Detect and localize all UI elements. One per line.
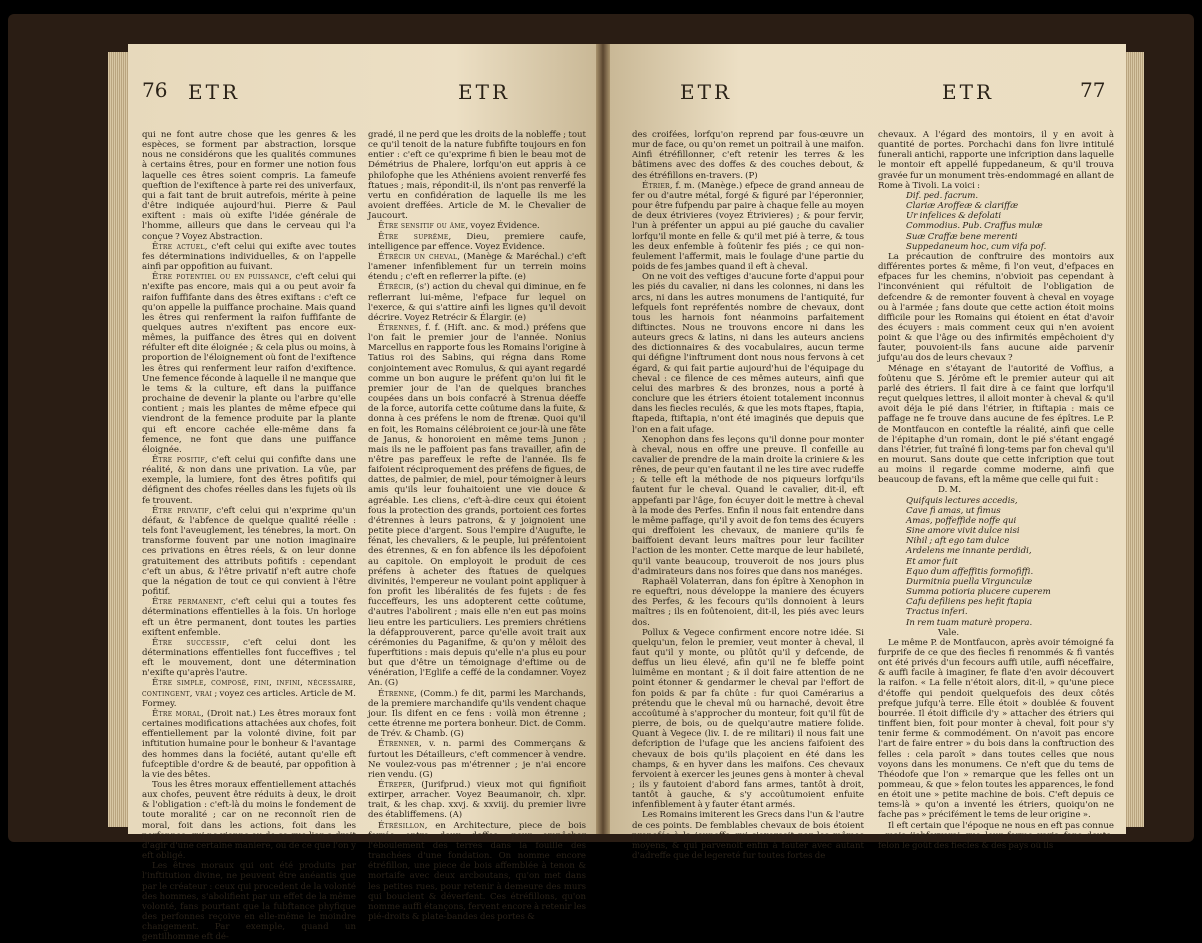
entry-text: , (Droit nat.) Les êtres moraux font certaines modifications attachées aux chofes, foit effentiellement par la volonté divine, foit par inftitution humaine pour le bonheur & l'avantage des hommes dans la fociété, autant qu'elle eft fufceptible d'ordre & de beauté, par oppofition à la vie des bêtes. [142,708,356,780]
open-book [8,14,1194,943]
entry-text: Il eft certain que l'époque ne nous en eft pas connue ; mais j'obferverai que leur forme varia fans doute, felon le goût des fiecles & des pays où ils [878,820,1114,851]
entry-paragraph [368,780,586,821]
entry-paragraph [368,689,586,740]
entry-text: Ardelens me innante perdidi, [906,546,1032,557]
entry-text: , Dieu, premiere caufe, intelligence par effence. Voyez Évidence. [368,231,586,252]
entry-term: Être actuel [152,241,205,252]
entry-paragraph [632,435,864,577]
entry-term: Étrier [642,180,670,191]
inscription-line [878,516,1114,526]
page-edges-right [1126,52,1144,827]
entry-paragraph [368,739,586,780]
entry-paragraph [368,323,586,689]
entry-text: Sine amore vivit dulce nisi [906,526,1020,537]
entry-text: , voyez Évidence. [465,221,540,232]
entry-text: Les Romains imiterent les Grecs dans l'un & l'autre de ces points. De femblables chevaux de bois étoient propofés à la jeuneffe qui s'exerçoit par les mêmes moyens, & qui parvenoit enfin à fauter avec autant d'adreffe que de legereté fur toutes fortes de [632,810,864,862]
inscription-line [878,221,1114,231]
running-header-left-1: ETR [188,80,240,104]
entry-text: des croifées, lorfqu'on reprend par fous-œuvre un mur de face, ou qu'on remet un poitrail à une maifon. Ainfi étréfillonner, c'eft retenir les terres & les bâtimens avec des doffes & des couches debout, & des étréfillons en-travers. (P) [632,130,864,181]
entry-term: Être suprême [378,231,449,242]
inscription-line [878,587,1114,597]
entry-text: , (s') action du cheval qui diminue, en fe reflerrant lui-même, l'efpace fur lequel on l'exerce, & qui s'attire ainfi les lignes qu'il devoit décrire. Voyez Retrécir & Élargir. (e) [368,282,586,323]
inscription-line [878,577,1114,587]
entry-text: , (Manège & Maréchal.) c'eft l'amener infenfiblement fur un terrein moins étendu ; c'eft en reflerrer la pifte. (e) [368,251,587,283]
entry-paragraph [368,221,586,231]
left-page [128,44,596,943]
inscription-line [878,496,1114,506]
entry-paragraph [632,628,864,811]
entry-term: Être privatif [152,505,210,516]
inscription-line [878,526,1114,536]
entry-text: Clariæ Aroffeæ & clariffæ [906,201,1019,212]
inscription-line [878,567,1114,577]
entry-paragraph [368,232,586,252]
entry-text: Cafu defiliens pes hefit ftapia [906,597,1033,608]
entry-text: Summa potioria plucere cuperem [906,587,1051,598]
entry-paragraph [142,861,356,942]
entry-text: On ne voit des veftiges d'aucune forte d'appui pour les piés du cavalier, ni dans les colonnes, ni dans les arcs, ni dans les autres monumens de l'antiquité, fur lefquels font repréfentés nombre de chevaux, dont tous les harnois font néanmoins parfaitement diftinctes. Nous ne trouvons encore ni dans les auteurs grecs & latins, ni dans les auteurs anciens des dictionnaires & des vocabulaires, aucun terme qui défigne l'inftrument dont nous nous fervons à cet égard, & qui fait partie aujourd'hui de l'équipage du cheval : ce filence de ces mêmes auteurs, ainfi que celui des marbres & des bronzes, nous a porté à conclure que les étriers étoient totalement inconnus dans les fiecles reculés, & que les mots ftapes, ftapia, ftapeda, ftiftapia, n'ont été imaginés que depuis que l'on en a fait ufage. [632,272,864,435]
entry-text: Nihil ; aft ego tam dulce [906,536,1010,547]
entry-paragraph [878,364,1114,486]
entry-text: Les êtres moraux qui ont été produits par l'inftitution divine, ne peuvent être anéantis que par le créateur : ceux qui procedent de la volonté des hommes, s'abolifient par un effet de la même volonté, fans pourtant que la fubftance phyfique des perfonnes reçoive en elle-même le moindre changement. Par exemple, quand un gentilhomme eft dé- [142,861,356,943]
running-header-left-2: ETR [458,80,510,104]
inscription-line [878,242,1114,252]
inscription-line [878,506,1114,516]
right-column-2 [878,130,1114,851]
entry-text: ; voyez ces articles. Article de M. Formey. [142,688,357,709]
entry-text: Et amor fuit [906,556,958,567]
entry-paragraph [632,272,864,435]
right-page [610,44,1126,862]
entry-paragraph [142,678,356,708]
left-column-1 [142,130,357,943]
entry-paragraph [632,577,864,628]
book-gutter [596,44,610,834]
entry-text: Ménage en s'étayant de l'autorité de Voffius, a foûtenu que S. Jérôme eft le premier auteur qui ait parlé des étriers. Il fait dire à ce faint que lorfqu'il reçut quelques lettres, il alloit monter à cheval & qu'il avoit déja le pié dans l'étrier, in ftiftapia : mais ce paffage ne fe trouve dans aucune de fes épîtres. Le P. de Montfaucon en conteftle la réalité, ainfi que celle de l'épitaphe d'un romain, dont le pié s'étant engagé dans l'étrier, fut traîné fi long-tems par fon cheval qu'il en mourut. Sans doute que cette infcription que tout au moins il regarde comme moderne, ainfi que beaucoup de favans, eft la même que celle qui fuit : [878,363,1114,486]
entry-paragraph [368,821,586,923]
entry-term: Être positif [152,455,205,465]
entry-term: Étrennes [378,322,419,333]
entry-paragraph [368,252,586,282]
entry-text: Dif. ped. facrum. [906,190,979,201]
entry-text: , (Comm.) fe dit, parmi les Marchands, de la premiere marchandife qu'ils vendent chaque jour. Ils difent en ce fens : voilà mon étrenne ; cette étrenne me portera bonheur. Dict. de Comm. de Trév. & Chamb. (G) [368,688,586,740]
right-column-1 [632,130,864,862]
page-number-right: 77 [1080,78,1106,102]
entry-term: Être permanent [152,597,223,608]
entry-term: Étreper [378,780,413,790]
entry-term: Être moral [152,708,202,719]
entry-term: Être successif [152,637,227,648]
entry-text: D. M. [938,485,962,496]
entry-paragraph [368,282,586,323]
inscription-line [878,191,1114,201]
entry-paragraph [632,810,864,861]
entry-text: , c'eft celui qui n'exprime qu'un défaut, & l'abfence de quelque qualité réelle : tels font l'aveuglement, les ténebres, la mort. On transforme fouvent par une notion imaginaire ces privations en êtres réels, & on leur donne gratuitement des attributs pofitifs : cependant c'eft un abus, & l'être privatif n'eft autre chofe que la négation de tout ce qui convient à l'être pofitif. [142,505,356,598]
inscription-line [878,546,1114,556]
inscription-line [878,557,1114,567]
entry-paragraph [142,242,356,272]
entry-text: Suppedaneum hoc, cum vifa pof. [906,241,1047,252]
entry-paragraph [142,272,356,455]
entry-text: In rem tuam maturè propera. [906,617,1033,628]
inscription-line [878,597,1114,607]
entry-text: Amas, poffeffide noffe qui [906,515,1017,526]
entry-text: gradé, il ne perd que les droits de la nobleffe ; tout ce qu'il tenoit de la nature fubfifte toujours en fon entier : c'eft ce qu'exprime fi bien le beau mot de Démétrius de Phalere, lorfqu'on eut appris à ce philofophe que les Athéniens avoient renverfé fes ftatues ; mais, répondit-il, ils n'ont pas renverfé la vertu en confidération de laquelle ils me les avoient dreffées. Article de M. le Chevalier de Jaucourt. [368,130,586,222]
entry-text: Suæ Craffæ bene merenti [906,231,1018,242]
entry-text: Tous les êtres moraux effentiellement attachés aux chofes, peuvent être réduits à deux, le droit & l'obligation : c'eft-là du moins le fondement de toute moralité ; car on ne reconnoît rien de moral, foit dans les actions, foit dans les perfonnes, qui ne vienne ou de ce que l'on a droit d'agir d'une certaine maniere, ou de ce que l'on y eft obligé. [142,780,356,862]
entry-text: Le même P. de Montfaucon, après avoir témoigné fa furprife de ce que des fiecles fi renommés & fi vantés ont été privés d'un fecours auffi utile, auffi néceffaire, & auffi facile à imaginer, fe flate d'en avoir découvert la raifon. « La felle n'étoit alors, dit-il, » qu'une piece d'étoffe qui pendoit quelquefois des deux côtés prefque jufqu'à terre. Elle étoit » doublée & fouvent bourrée. Il étoit difficile d'y » attacher des étriers qui tinffent bien, foit pour monter à cheval, foit pour s'y tenir ferme & commodément. On n'avoit pas encore l'art de faire entrer » du bois dans la conftruction des felles : cela paroît » dans toutes celles que nous voyons dans les monumens. Ce n'eft que du tems de Théodofe que l'on » remarque que les felles ont un pommeau, & que » felon toutes les apparences, le fond en étoit une » petite machine de bois. C'eft depuis ce tems-là » qu'on a inventé les étriers, quoiqu'on ne fache pas » précifément le tems de leur origine ». [878,637,1114,821]
entry-paragraph [142,638,356,679]
entry-text: , (Jurifprud.) vieux mot qui fignifioit extirper, arracher. Voyez Beaumanoir, ch. xlpr. trait, & les chap. xxvj. & xxviij. du premier livre des établiffemens. (A) [368,780,586,821]
entry-paragraph [632,181,864,272]
entry-text: Ur infelices & defolati [906,211,1002,222]
running-header-right-1: ETR [680,80,732,104]
entry-term: Étrenner [378,739,419,750]
entry-text: Vale. [938,627,960,638]
entry-text: , en Architecture, piece de bois ferrée entre deux doffes, pour empêcher l'éboulement des terres dans la fouille des tranchées d'une fondation. On nomme encore étréfillon, une piece de bois affemblée à tenon & mortaife avec deux arcboutans, qu'on met dans les petites rues, pour retenir à demeure des murs qui bouclent & déverfent. Ces étréfillons, qu'on nomme auffi étançons, fervent encore à retenir les pié-droits & plate-bandes des portes & [368,820,586,923]
entry-text: , c'eft celui qui exifte avec toutes fes déterminations individuelles, & on l'appelle ainfi par oppofition au fuivant. [142,241,356,273]
entry-paragraph [878,821,1114,851]
entry-paragraph [632,130,864,181]
inscription-line [878,201,1114,211]
entry-paragraph [142,455,356,506]
entry-text: qui ne font autre chose que les genres & les espèces, se forment par abstraction, lorsque nous ne considérons que les qualités communes à certains êtres, pour en former une notion fous laquelle ces êtres soient compris. La fameufe queftion de l'exiftence à parte rei des univerfaux, qui a fait tant de bruit autrefois, mérite à peine d'être indiquée aujourd'hui. Pierre & Paul exiftent : mais où exifte l'idée générale de l'homme, ailleurs que dans le cerveau qui l'a conçue ? Voyez Abstraction. [142,130,356,242]
entry-text: Cave fi amas, ut fimus [906,505,1001,516]
entry-text: Xenophon dans fes leçons qu'il donne pour monter à cheval, nous en offre une preuve. Il confeille au cavalier de prendre de la main droite la criniere & les rênes, de peur qu'en fautant il ne les tire avec rudeffe ; & telle eft la méthode de nos piqueurs lorfqu'ils fautent fur le cheval. Quand le cavalier, dit-il, eft appefanti par l'âge, fon écuyer doit le mettre à cheval à la mode des Perfes. Enfin il nous fait entendre dans le même paffage, qu'il y avoit de fon tems des écuyers qui dreffoient les chevaux, de maniere qu'ils fe baiffoient devant leurs maîtres pour leur faciliter l'action de les monter. Cette marque de leur habileté, qu'il vante beaucoup, trouveroit de nos jours plus d'admirateurs dans nos foires que dans nos manéges. [632,434,864,577]
entry-text: Pollux & Vegece confirment encore notre idée. Si quelqu'un, felon le premier, veut monter à cheval, il faut qu'il y monte, ou plûtôt qu'il y defcende, de deffus un lieu élevé, afin qu'il ne fe bleffe point luimême en montant ; & il doit faire attention de ne point étonner & gendarmer le cheval par l'effort de fon poids & par fa chûte : fur quoi Camérarius a prétendu que le cheval mû ou harnaché, devoit être accoûtumé à s'approcher du monteur, foit qu'il fût de pierre, de bois, ou de quelqu'autre matiere folide. Quant à Vegece (liv. I. de re militari) il nous fait une defcription de l'ufage que les anciens faifoient des chevaux de bois qu'ils plaçoient en été dans les champs, & en hyver dans les maifons. Ces chevaux fervoient à exercer les jeunes gens à monter à cheval ; ils y fautoient d'abord fans armes, tantôt à droit, tantôt à gauche, & s'y accoûtumoient enfuite infenfiblement à y fauter étant armés. [632,627,864,811]
entry-paragraph [142,709,356,780]
inscription-line [878,607,1114,617]
entry-paragraph [368,130,586,221]
inscription-line [878,618,1114,628]
page-edges-left [108,52,128,827]
entry-term: Être potentiel ou en puissance [152,272,290,283]
entry-paragraph [878,638,1114,821]
entry-text: Tractus inferi. [906,607,968,618]
entry-text: chevaux. A l'égard des montoirs, il y en avoit à quantité de portes. Porchachi dans fon livre intitulé funerali antichi, rapporte une infcription dans laquelle le montoir eft appellé fuppedaneum, & qu'il trouva gravée fur un monument très-endommagé en allant de Rome à Tivoli. La voici : [878,130,1114,191]
inscription-line [878,211,1114,221]
entry-paragraph [142,780,356,861]
entry-term: Étrécir un cheval [378,251,458,262]
entry-paragraph [878,252,1114,364]
entry-paragraph [142,130,356,242]
entry-text: , c'eft celui qui a toutes fes déterminations effentielles à la fois. Un horloge eft un être permanent, dont toutes les parties exiftent enfemble. [142,597,356,638]
inscription-line [878,628,1114,638]
entry-text: Commodius. Pub. Craffus mulæ [906,221,1043,232]
entry-paragraph [142,506,356,597]
entry-text: , f. f. (Hift. anc. & mod.) préfens que l'on fait le premier jour de l'année. Nonius Marcellus en rapporte fous les Romains l'origine à Tatius roi des Sabins, qui régna dans Rome conjointement avec Romulus, & qui ayant regardé comme un bon augure le préfent qu'on lui fit le premier jour de l'an de quelques branches coupées dans un bois confacré à Strenua déeffe de la force, autorifa cette coûtume dans la fuite, & donna à ces préfens le nom de ftrenæ. Quoi qu'il en foit, les Romains célébroient ce jour-là une fête de Janus, & honoroient en même tems Junon ; mais ils ne le paffoient pas fans travailler, afin de n'être pas pareffeux le refte de l'année. Ils fe faifoient réciproquement des préfens de figues, de dattes, de palmier, de miel, pour témoigner à leurs amis qu'ils leur fouhaitoient une vie douce & agréable. Les cliens, c'eft-à-dire ceux qui étoient fous la protection des grands, portoient ces fortes d'étrennes à leurs patrons, & y joignoient une petite piece d'argent. Sous l'empire d'Augufte, le fénat, les chevaliers, & le peuple, lui préfentoient des étrennes, & en fon abfence ils les dépofoient au capitole. On employoit le produit de ces préfens à acheter des ftatues de quelques divinités, l'empereur ne voulant point appliquer à fon profit les libéralités de fes fujets : de fes fucceffeurs, les uns adopterent cette coûtume, d'autres l'abolirent ; mais elle n'en eut pas moins lieu entre les particuliers. Les premiers chrétiens la défapprouverent, parce qu'elle avoit trait aux cérémonies du Paganifme, & qu'on y mêloit des fuperftitions : mais depuis qu'elle n'a plus eu pour but que d'être un témoignage d'eftime ou de vénération, l'Eglife a ceffé de la condamner. Voyez An. (G) [368,322,586,689]
entry-text: Raphaël Volaterran, dans fon épître à Xenophon in re equeftri, nous développe la maniere des écuyers des Perfes, & les fecours qu'ils donnoient à leurs maîtres ; ils en foûtenoient, dit-il, les piés avec leurs dos. [632,576,864,628]
entry-text: , f. m. (Manège.) efpece de grand anneau de fer ou d'autre métal, forgé & figuré par l'éperonnier, pour être fufpendu par paire à chaque felle au moyen de deux étrivieres (voyez Étrivieres) ; & pour fervir, l'un à préfenter un appui au pié gauche du cavalier lorfqu'il monte en felle & qu'il met pié à terre, & tous les deux enfemble à foûtenir fes piés ; ce qui non-feulement l'affermit, mais le foulage d'une partie du poids de fes jambes quand il eft à cheval. [632,180,864,273]
entry-paragraph [878,130,1114,191]
entry-text: , c'eft celui dont les déterminations effentielles font fucceffives ; tel eft le mouvement, dont une détermination n'exifte qu'après l'autre. [142,637,356,679]
inscription-line [878,536,1114,546]
entry-text: Durmitnia puella Virgunculæ [906,576,1033,587]
entry-text: , v. n. parmi des Commerçans & furtout les Détailleurs, c'eft commencer à vendre. Ne voulez-vous pas m'étrenner ; je n'ai encore rien vendu. (G) [368,739,586,780]
entry-term: Être sensitif ou âme [378,221,466,232]
entry-term: Étrécir [378,282,411,293]
inscription-line [878,485,1114,495]
entry-text: , c'eft celui qui n'exifte pas encore, mais qui a ou peut avoir fa raifon fuffifante dans des êtres exiftans : c'eft ce qu'on appelle la puiffance prochaine. Mais quand les êtres qui renferment la raifon fuffifante de quelques autres n'exiftent pas encore eux-mêmes, la puiffance des êtres qui en doivent réfulter eft dite éloignée ; & cela plus ou moins, à proportion de l'éloignement où font de l'exiftence les êtres qui renferment leur raifon d'exiftence. Une femence féconde à laquelle il ne manque que le tems & la culture, eft dans la puiffance prochaine de devenir la plante ou l'arbre qu'elle contient ; mais les plantes de même efpece qui viendront de la femence produite par la plante qui eft encore cachée elle-même dans fa femence, ne font que dans une puiffance éloignée. [142,272,356,455]
entry-term: Être simple, composé, fini, infini, nécessaire, contingent, vrai [142,678,356,699]
left-column-2 [368,130,587,923]
running-header-right-2: ETR [942,80,994,104]
inscription-line [878,232,1114,242]
entry-text: , c'eft celui qui confifte dans une réalité, & non dans une privation. La vûe, par exemple, la lumiere, font des êtres pofitifs qui défignent des chofes réelles dans les fujets où ils fe trouvent. [142,455,356,506]
entry-term: Étrenne [378,688,415,699]
entry-text: Quifquis lectures accedis, [906,495,1018,506]
entry-text: Equo dum affeffitis formofiffi. [906,566,1034,577]
entry-text: La précaution de conftruire des montoirs aux différentes portes & même, fi l'on veut, d'efpaces en efpaces fur les chemins, n'obvioit pas cependant à l'inconvénient qui réfultoit de l'obligation de defcendre & de remonter fouvent à cheval en voyage ou à l'armée ; fans doute que cette action étoit moins difficile pour les Romains qui étoient en état d'avoir des écuyers : mais comment ceux qui n'en avoient point & que l'âge ou des infirmités empêchoient d'y fauter, pouvoient-ils fans aucune aide parvenir jufqu'au dos de leurs chevaux ? [878,251,1114,364]
entry-term: Étrésillon [378,820,425,831]
page-number-left: 76 [142,78,168,102]
entry-paragraph [142,597,356,638]
